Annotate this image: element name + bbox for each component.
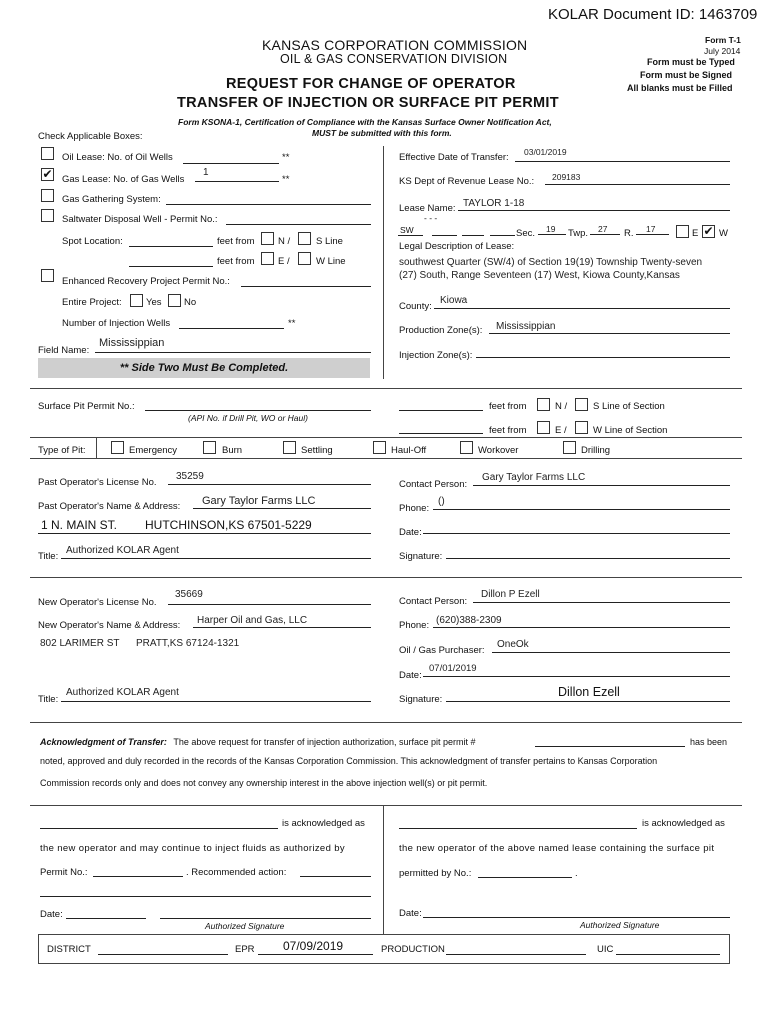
injection-zone-label: Injection Zone(s): [399,350,473,361]
effective-date-value: 03/01/2019 [524,147,567,157]
production-label: PRODUCTION [381,944,445,955]
new-license-value: 35669 [175,589,203,600]
spot-e-checkbox[interactable] [261,252,274,265]
ack-permit-field[interactable] [535,746,685,747]
pit-hauloff-label: Haul-Off [391,445,427,456]
oil-lease-checkbox[interactable] [41,147,54,160]
field-name-label: Field Name: [38,345,90,356]
past-title-value: Authorized KOLAR Agent [66,545,179,556]
division-name: OIL & GAS CONSERVATION DIVISION [280,52,508,66]
ack-left-date-label: Date: [40,909,63,920]
pit-e-checkbox[interactable] [537,421,550,434]
legal-description-line2: (27) South, Range Seventeen (17) West, Kiowa County,Kansas [399,270,680,281]
check-applicable-label: Check Applicable Boxes: [38,131,143,142]
past-phone-label: Phone: [399,503,430,514]
ack-right-operator-field[interactable] [399,828,637,829]
gas-wells-field[interactable] [195,181,279,182]
quarter-field-4 [490,235,515,236]
entire-project-yes-label: Yes [146,297,162,308]
surface-pit-field[interactable] [145,410,371,411]
ack-left-authorized-sig: Authorized Signature [205,921,285,931]
past-license-value: 35259 [176,471,204,482]
ack-right-line: the new operator of the above named lease containing the surface pit [399,843,715,854]
spot-n-label: N / [278,236,291,247]
ack-permit-no-label: Permit No.: [40,867,88,878]
quarter-field-1 [398,235,423,236]
past-phone-field[interactable] [433,509,730,510]
form-title-line2: TRANSFER OF INJECTION OR SURFACE PIT PERMIT [177,95,559,111]
entire-project-yes-checkbox[interactable] [130,294,143,307]
saltwater-permit-field[interactable] [226,224,371,225]
injection-wells-label: Number of Injection Wells [62,318,171,329]
new-signature-field[interactable] [446,701,730,702]
ack-heading: Acknowledgment of Transfer: [40,737,167,747]
new-contact-field[interactable] [473,602,730,603]
legal-description-line1: southwest Quarter (SW/4) of Section 19(19) Township Twenty-seven [399,257,703,268]
new-date-field[interactable] [423,676,730,677]
pit-settling-checkbox[interactable] [283,441,296,454]
sec-label: Sec. [516,228,536,239]
ack-recommended-field[interactable] [300,876,371,877]
range-e-label: E [692,228,699,239]
pit-ns-feet-field[interactable] [399,410,483,411]
injection-zone-field[interactable] [476,357,730,358]
subtitle-must: MUST be submitted with this form. [312,128,452,138]
ack-recommended-field-2[interactable] [40,896,371,897]
new-date-label: Date: [399,670,422,681]
new-date-value: 07/01/2019 [429,663,477,674]
pit-drilling-checkbox[interactable] [563,441,576,454]
twp-value: 27 [598,224,608,234]
saltwater-checkbox[interactable] [41,209,54,222]
legal-description-label: Legal Description of Lease: [399,241,515,252]
new-title-value: Authorized KOLAR Agent [66,687,179,698]
gas-wells-value: 1 [203,167,209,178]
spot-w-checkbox[interactable] [298,252,311,265]
pit-s-label: S Line of Section [593,401,665,412]
spot-w-label: W Line [316,256,346,267]
county-label: County: [399,301,432,312]
ack-text3: Commission records only and does not convey any ownership interest in the above injection well(s) or pit permit. [40,778,488,788]
gas-gathering-label: Gas Gathering System: [62,194,161,205]
county-field[interactable] [434,308,730,309]
past-address: 1 N. MAIN ST. [41,518,118,532]
pit-ew-feet-field[interactable] [399,433,483,434]
past-phone-value: () [438,496,445,507]
ack-left-is-ack: is acknowledged as [282,818,365,829]
spot-s-label: S Line [316,236,343,247]
ack-text2: noted, approved and duly recorded in the records of the Kansas Corporation Commission. This acknowledgment of transfer pertains to Kansas Corporation [40,756,658,766]
production-zone-value: Mississippian [496,321,556,332]
range-e-checkbox[interactable] [676,225,689,238]
epr-label: EPR [235,944,255,955]
new-phone-field[interactable] [433,627,730,628]
entire-project-no-label: No [184,297,197,308]
ack-left-operator-field[interactable] [40,828,278,829]
ack-left-date-field[interactable] [66,918,146,919]
twp-label: Twp. [568,228,589,239]
side-two-banner: ** Side Two Must Be Completed. [38,358,370,378]
epr-field[interactable] [258,954,373,955]
district-label: DISTRICT [47,944,91,955]
uic-label: UIC [597,944,614,955]
ack-text1: The above request for transfer of injection authorization, surface pit permit # [173,737,476,747]
new-address: 802 LARIMER ST [40,638,120,649]
pit-feet-from-label: feet from [489,401,527,412]
new-license-label: New Operator's License No. [38,597,157,608]
field-name-value: Mississippian [99,337,165,349]
note-typed: Form must be Typed [647,57,735,67]
gas-gathering-field[interactable] [166,204,371,205]
pit-burn-checkbox[interactable] [203,441,216,454]
range-field[interactable] [636,234,669,235]
enhanced-recovery-checkbox[interactable] [41,269,54,282]
ack-right-is-ack: is acknowledged as [642,818,725,829]
spot-e-label: E / [278,256,290,267]
ack-permit-no-field[interactable] [93,876,183,877]
pit-settling-label: Settling [301,445,333,456]
ack-right-date-field[interactable] [423,917,730,918]
pit-workover-label: Workover [478,445,519,456]
ks-dept-value: 209183 [552,172,581,182]
past-name-field[interactable] [193,508,371,509]
pit-workover-checkbox[interactable] [460,441,473,454]
saltwater-label: Saltwater Disposal Well - Permit No.: [62,214,218,225]
pit-feet-from-label-2: feet from [489,425,527,436]
past-title-label: Title: [38,551,59,562]
past-signature-label: Signature: [399,551,443,562]
note-blanks: All blanks must be Filled [627,83,733,93]
new-signature-value: Dillon Ezell [558,685,620,699]
new-name-field[interactable] [193,627,371,628]
past-name-value: Gary Taylor Farms LLC [202,495,316,507]
lease-name-field[interactable] [458,210,730,211]
sec-value: 19 [546,224,556,234]
injection-wells-stars: ** [288,318,296,329]
oil-wells-field[interactable] [183,163,279,164]
new-purchaser-value: OneOk [497,639,529,650]
past-signature-field[interactable] [446,558,730,559]
production-zone-label: Production Zone(s): [399,325,483,336]
quarter-sw: SW [400,225,414,235]
pit-emergency-label: Emergency [129,445,178,456]
new-city: PRATT,KS 67124-1321 [136,638,240,649]
api-note: (API No. if Drill Pit, WO or Haul) [188,413,308,423]
past-contact-field[interactable] [473,485,730,486]
form-date: July 2014 [704,46,741,56]
effective-date-field[interactable] [515,161,730,162]
type-of-pit-label: Type of Pit: [38,445,86,456]
past-address-field[interactable] [38,533,371,534]
section-divider-2 [30,437,742,438]
new-title-label: Title: [38,694,59,705]
feet-from-label: feet from [217,236,255,247]
past-contact-value: Gary Taylor Farms LLC [482,472,586,483]
epr-value: 07/09/2019 [283,939,344,953]
new-title-field[interactable] [61,701,371,702]
lease-name-label: Lease Name: [399,203,456,214]
past-title-field[interactable] [61,558,371,559]
ack-text1-end: has been [690,737,728,747]
new-contact-label: Contact Person: [399,596,468,607]
note-signed: Form must be Signed [640,70,733,80]
oil-wells-stars: ** [282,152,290,163]
range-w-label: W [719,228,728,239]
pit-s-checkbox[interactable] [575,398,588,411]
new-phone-value: (620)388-2309 [436,615,502,626]
pit-w-label: W Line of Section [593,425,668,436]
ks-dept-field[interactable] [545,184,730,185]
new-contact-value: Dillon P Ezell [481,589,540,600]
new-phone-label: Phone: [399,620,430,631]
district-field[interactable] [98,954,228,955]
entire-project-no-checkbox[interactable] [168,294,181,307]
twp-field[interactable] [590,234,620,235]
quarter-field-3 [462,235,484,236]
pit-hauloff-checkbox[interactable] [373,441,386,454]
enhanced-permit-field[interactable] [241,286,371,287]
quarter-field-2 [432,235,457,236]
field-name-field[interactable] [95,352,371,353]
ack-recommended-label: . Recommended action: [186,867,287,878]
past-date-label: Date: [399,527,422,538]
pit-burn-label: Burn [222,445,243,456]
uic-field[interactable] [616,954,720,955]
form-title-line1: REQUEST FOR CHANGE OF OPERATOR [226,76,516,92]
kolar-document-id: KOLAR Document ID: 1463709 [548,6,758,23]
new-name-value: Harper Oil and Gas, LLC [197,615,308,626]
new-purchaser-field[interactable] [492,652,730,653]
spot-n-checkbox[interactable] [261,232,274,245]
new-purchaser-label: Oil / Gas Purchaser: [399,645,485,656]
new-signature-label: Signature: [399,694,443,705]
oil-lease-label: Oil Lease: No. of Oil Wells [62,152,173,163]
ack-right-date-label: Date: [399,908,422,919]
enhanced-recovery-label: Enhanced Recovery Project Permit No.: [62,276,230,287]
pit-n-label: N / [555,401,568,412]
range-value: 17 [646,224,656,234]
past-contact-label: Contact Person: [399,479,468,490]
pit-e-label: E / [555,425,567,436]
ack-left-signature-field[interactable] [160,918,371,919]
spot-ew-feet-field[interactable] [129,266,213,267]
production-zone-field[interactable] [489,333,730,334]
ack-permitted-dot: . [575,868,578,879]
pit-emergency-checkbox[interactable] [111,441,124,454]
lease-name-value: TAYLOR 1-18 [463,198,525,209]
section-divider-6 [30,805,742,806]
section-divider-1 [30,388,742,389]
column-divider [383,146,384,379]
pit-drilling-label: Drilling [581,445,611,456]
ack-line1 [40,737,476,747]
ack-permitted-by-field[interactable] [478,877,572,878]
entire-project-label: Entire Project: [62,297,122,308]
past-city: HUTCHINSON,KS 67501-5229 [145,518,312,532]
form-number: Form T-1 [705,35,741,45]
section-divider-5 [30,722,742,723]
agency-name: KANSAS CORPORATION COMMISSION [262,37,528,53]
ack-permitted-by-label: permitted by No.: [399,868,472,879]
past-name-label: Past Operator's Name & Address: [38,501,181,512]
gas-lease-checkbox[interactable]: ✔ [42,167,53,181]
new-license-field[interactable] [168,604,371,605]
spot-location-label: Spot Location: [62,236,123,247]
gas-gathering-checkbox[interactable] [41,189,54,202]
ack-right-authorized-sig: Authorized Signature [580,920,660,930]
surface-pit-label: Surface Pit Permit No.: [38,401,135,412]
new-name-label: New Operator's Name & Address: [38,620,181,631]
spot-s-checkbox[interactable] [298,232,311,245]
quarter-dashes: - - - [424,213,438,223]
injection-wells-field[interactable] [179,328,284,329]
spot-ns-feet-field[interactable] [129,246,213,247]
ack-column-divider [383,805,384,935]
past-license-field[interactable] [168,484,371,485]
feet-from-label-2: feet from [217,256,255,267]
pit-w-checkbox[interactable] [575,421,588,434]
ack-left-line: the new operator and may continue to inject fluids as authorized by [40,843,345,854]
section-divider-3 [30,458,742,459]
pit-type-divider [96,438,97,458]
section-divider-4 [30,577,742,578]
gas-lease-label: Gas Lease: No. of Gas Wells [62,174,185,185]
past-date-field[interactable] [423,533,730,534]
gas-wells-stars: ** [282,174,290,185]
sec-field[interactable] [538,234,566,235]
pit-n-checkbox[interactable] [537,398,550,411]
range-w-checkbox[interactable]: ✔ [703,224,714,238]
subtitle-ksona: Form KSONA-1, Certification of Compliance with the Kansas Surface Owner Notification Act, [178,117,552,127]
effective-date-label: Effective Date of Transfer: [399,152,509,163]
ks-dept-label: KS Dept of Revenue Lease No.: [399,176,535,187]
county-value: Kiowa [440,295,468,306]
range-label: R. [624,228,634,239]
past-license-label: Past Operator's License No. [38,477,157,488]
production-field[interactable] [446,954,586,955]
